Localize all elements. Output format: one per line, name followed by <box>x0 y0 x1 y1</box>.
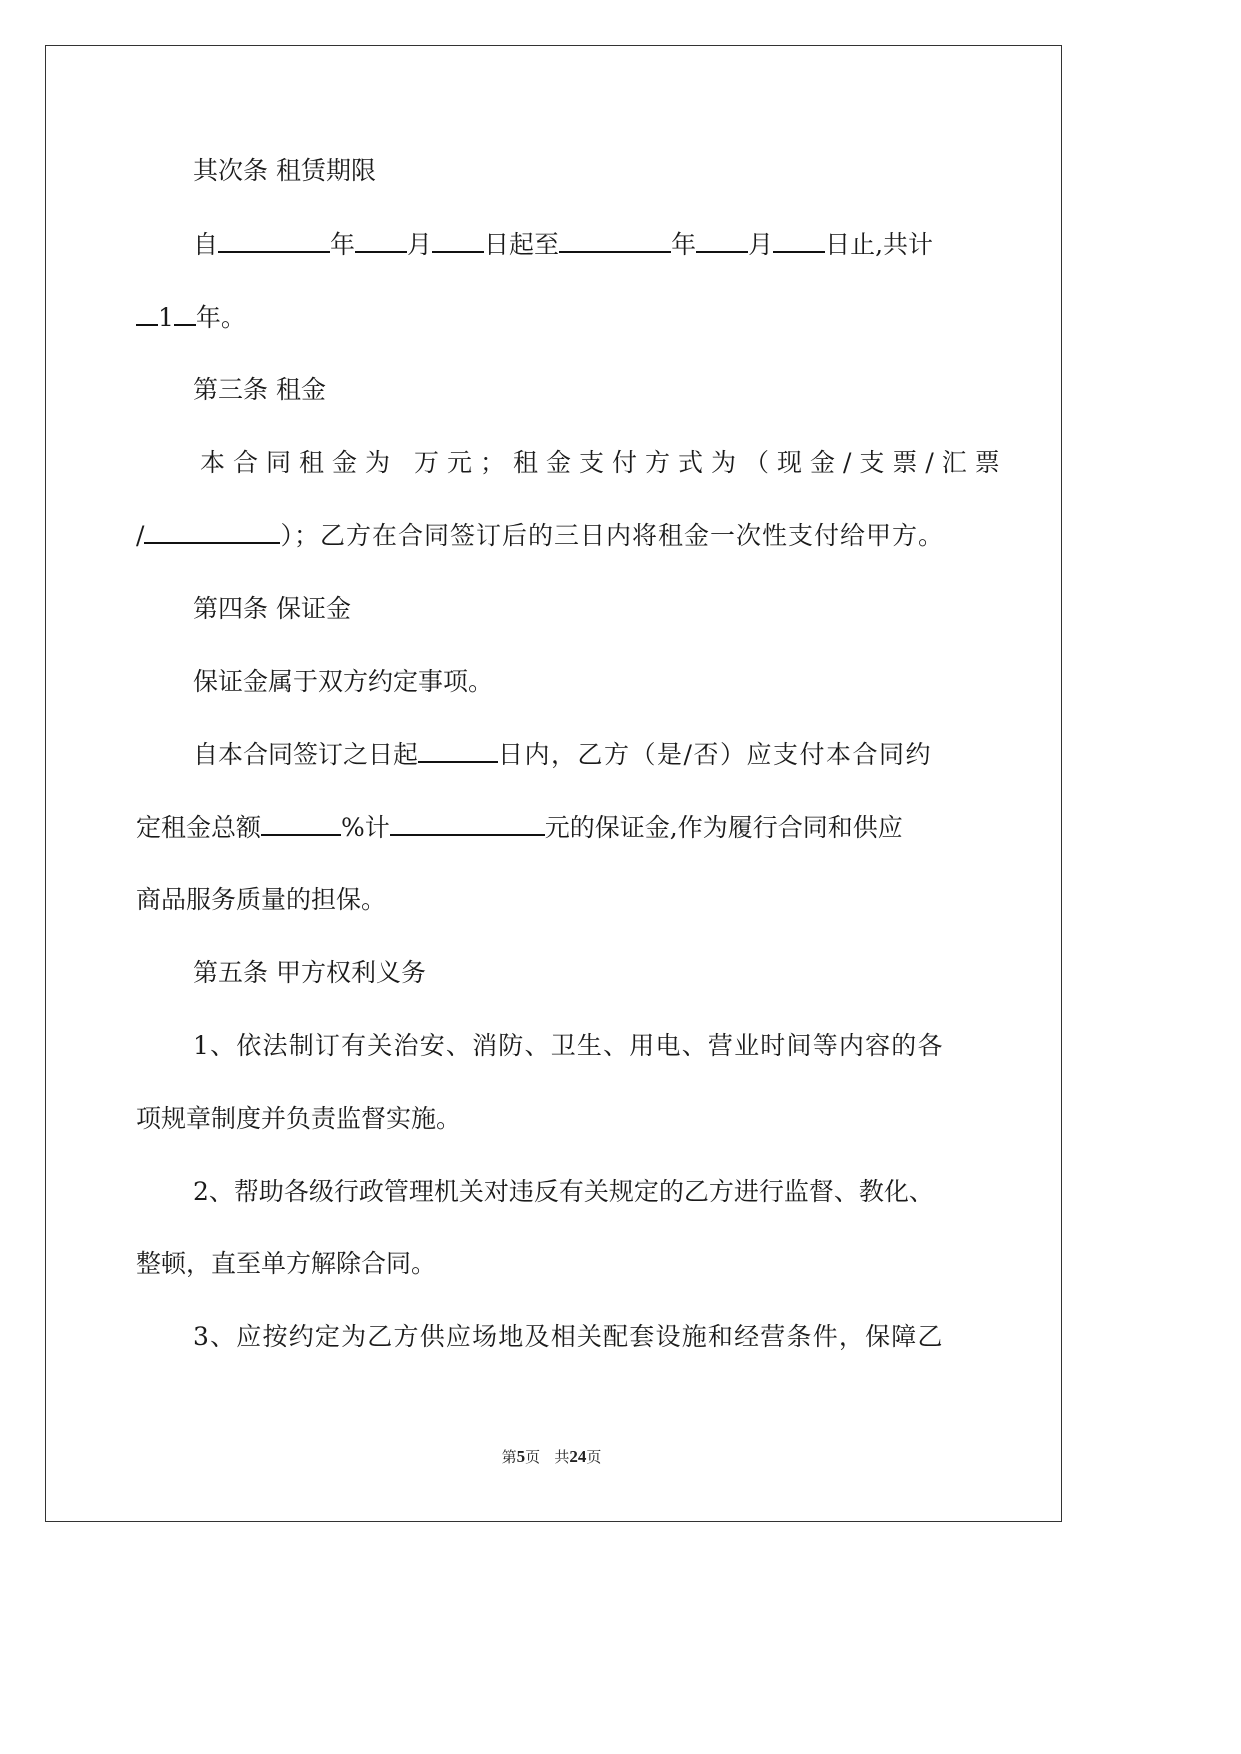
article-5-item-2-line-1: 2、帮助各级行政管理机关对违反有关规定的乙方进行监督、教化、 <box>193 1177 934 1206</box>
article-5-heading: 第五条 甲方权利义务 <box>193 958 426 987</box>
text: ）；乙方在合同签订后的三日内将租金一次性支付给甲方。 <box>280 521 944 550</box>
blank-payment-method <box>144 522 280 544</box>
article-3-heading: 第三条 租金 <box>193 375 326 404</box>
blank-end-day <box>773 231 825 253</box>
blank <box>174 304 196 326</box>
article-2-term-line <box>193 230 933 260</box>
total-page-count: 24 <box>569 1447 587 1466</box>
blank <box>136 304 158 326</box>
blank-end-month <box>696 231 748 253</box>
blank-amount <box>390 814 545 836</box>
article-4-paragraph-1: 保证金属于双方约定事项。 <box>193 667 494 696</box>
article-2-heading: 其次条 租赁期限 <box>193 156 376 185</box>
lease-years-value: 1 <box>158 303 174 332</box>
article-4-line-1 <box>193 740 932 770</box>
text: 年 <box>330 230 356 259</box>
text: 元的保证金,作为履行合同和供应 <box>544 813 903 842</box>
page-border <box>45 45 1062 1522</box>
text: 定租金总额 <box>136 813 262 842</box>
article-4-line-3: 商品服务质量的担保。 <box>136 885 387 914</box>
text: 自 <box>193 230 219 259</box>
article-2-years-line <box>136 303 246 333</box>
article-3-line-1: 本合同租金为 万元；租金支付方式为（现金/支票/汇票 <box>200 448 1008 477</box>
article-5-item-3-line-1: 3、应按约定为乙方供应场地及相关配套设施和经营条件，保障乙 <box>193 1322 944 1351</box>
footer-text: 第 <box>501 1448 517 1466</box>
text: %计 <box>341 813 390 842</box>
blank-start-month <box>355 231 407 253</box>
article-4-heading: 第四条 保证金 <box>193 594 351 623</box>
text: 月 <box>407 230 433 259</box>
footer-text: 页 <box>586 1448 602 1466</box>
article-5-item-1-line-2: 项规章制度并负责监督实施。 <box>136 1104 462 1133</box>
blank-start-day <box>432 231 484 253</box>
text: / <box>136 521 145 550</box>
article-5-item-1-line-1: 1、依法制订有关治安、消防、卫生、用电、营业时间等内容的各 <box>193 1031 944 1060</box>
text: 年。 <box>195 303 246 332</box>
current-page-number: 5 <box>516 1447 526 1466</box>
text: 月 <box>748 230 774 259</box>
text: 年 <box>671 230 697 259</box>
blank-days <box>418 741 498 763</box>
article-4-line-2 <box>136 813 903 843</box>
text: 日内，乙方（是/否）应支付本合同约 <box>498 740 932 769</box>
article-5-item-2-line-2: 整顿，直至单方解除合同。 <box>136 1249 437 1278</box>
page-footer <box>0 1446 1103 1467</box>
text: 自本合同签订之日起 <box>193 740 419 769</box>
blank-percent <box>261 814 341 836</box>
text: 日止,共计 <box>825 230 934 259</box>
text: 日起至 <box>484 230 560 259</box>
article-3-line-2 <box>136 521 944 551</box>
blank-end-year <box>559 231 671 253</box>
blank-start-year <box>218 231 330 253</box>
footer-text: 页 共 <box>525 1448 570 1466</box>
